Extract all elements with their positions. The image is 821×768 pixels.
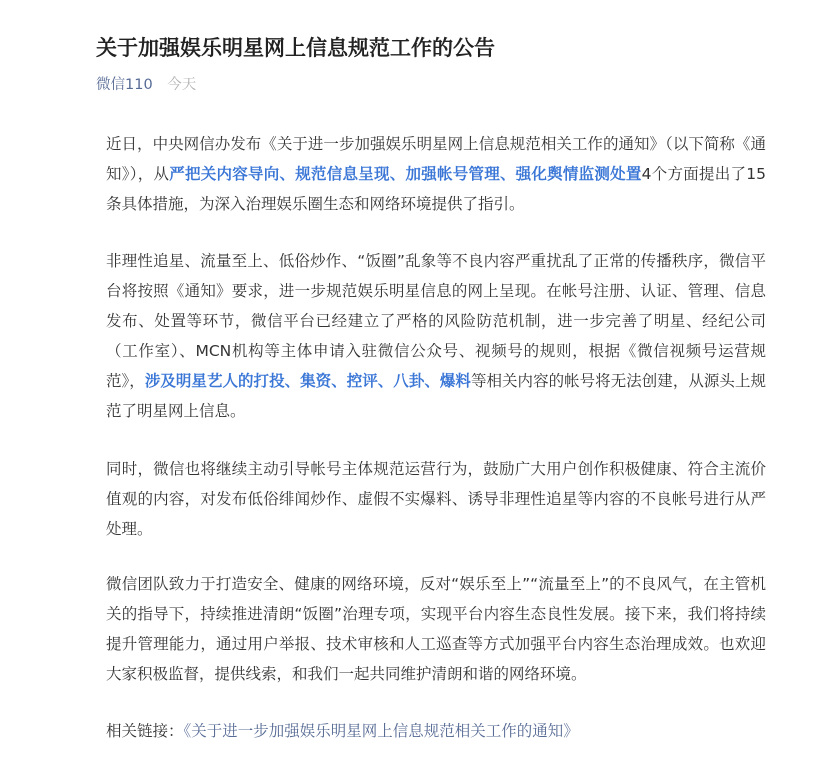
highlighted-text: 严把关内容导向、规范信息呈现、加强帐号管理、强化舆情监测处置 xyxy=(169,165,642,183)
highlighted-text: 涉及明星艺人的打投、集资、控评、八卦、爆料 xyxy=(144,372,471,390)
paragraph-2 xyxy=(106,246,766,426)
paragraph-text: 同时，微信也将继续主动引导帐号主体规范运营行为，鼓励广大用户创作积极健康、符合主流价值观的内容，对发布低俗绯闻炒作、虚假不实爆料、诱导非理性追星等内容的不良帐号进行从严处理。 xyxy=(106,460,766,538)
publish-date: 今天 xyxy=(167,77,197,93)
paragraph-text: 近日，中央网信办发布《关于进一步加强娱乐明星网上信息规范相关工作的通知》（以下简称《通知》），从 xyxy=(106,135,766,183)
related-links xyxy=(106,716,579,746)
related-label: 相关链接： xyxy=(106,722,184,740)
article-meta xyxy=(96,74,196,96)
related-notice-link[interactable]: 《关于进一步加强娱乐明星网上信息规范相关工作的通知》 xyxy=(183,722,579,740)
paragraph-text: 等相关内容的帐号将无法创建，从源头上规范了明星网上信息。 xyxy=(106,372,766,420)
paragraph-text: 非理性追星、流量至上、低俗炒作、“饭圈”乱象等不良内容严重扰乱了正常的传播秩序，微信平台将按照《通知》要求，进一步规范娱乐明星信息的网上呈现。在帐号注册、认证、管理、信息发布、处置等环节，微信平台已经建立了严格的风险防范机制，进一步完善了明星、经纪公司（工作室）、MCN机构等主体申请入驻微信公众号、视频号的规则，根据《微信视频号运营规范》， xyxy=(106,252,766,390)
paragraph-text: 微信团队致力于打造安全、健康的网络环境，反对“娱乐至上”“流量至上”的不良风气，在主管机关的指导下，持续推进清朗“饭圈”治理专项，实现平台内容生态良性发展。接下来，我们将持续提升管理能力，通过用户举报、技术审核和人工巡查等方式加强平台内容生态治理成效。也欢迎大家积极监督，提供线索，和我们一起共同维护清朗和谐的网络环境。 xyxy=(106,575,766,683)
paragraph-3 xyxy=(106,454,766,544)
paragraph-4 xyxy=(106,569,766,689)
account-name-link[interactable]: 微信110 xyxy=(96,77,153,93)
article-title: 关于加强娱乐明星网上信息规范工作的公告 xyxy=(96,36,495,60)
paragraph-text: 4个方面提出了15条具体措施，为深入治理娱乐圈生态和网络环境提供了指引。 xyxy=(106,165,766,213)
paragraph-1 xyxy=(106,129,766,219)
